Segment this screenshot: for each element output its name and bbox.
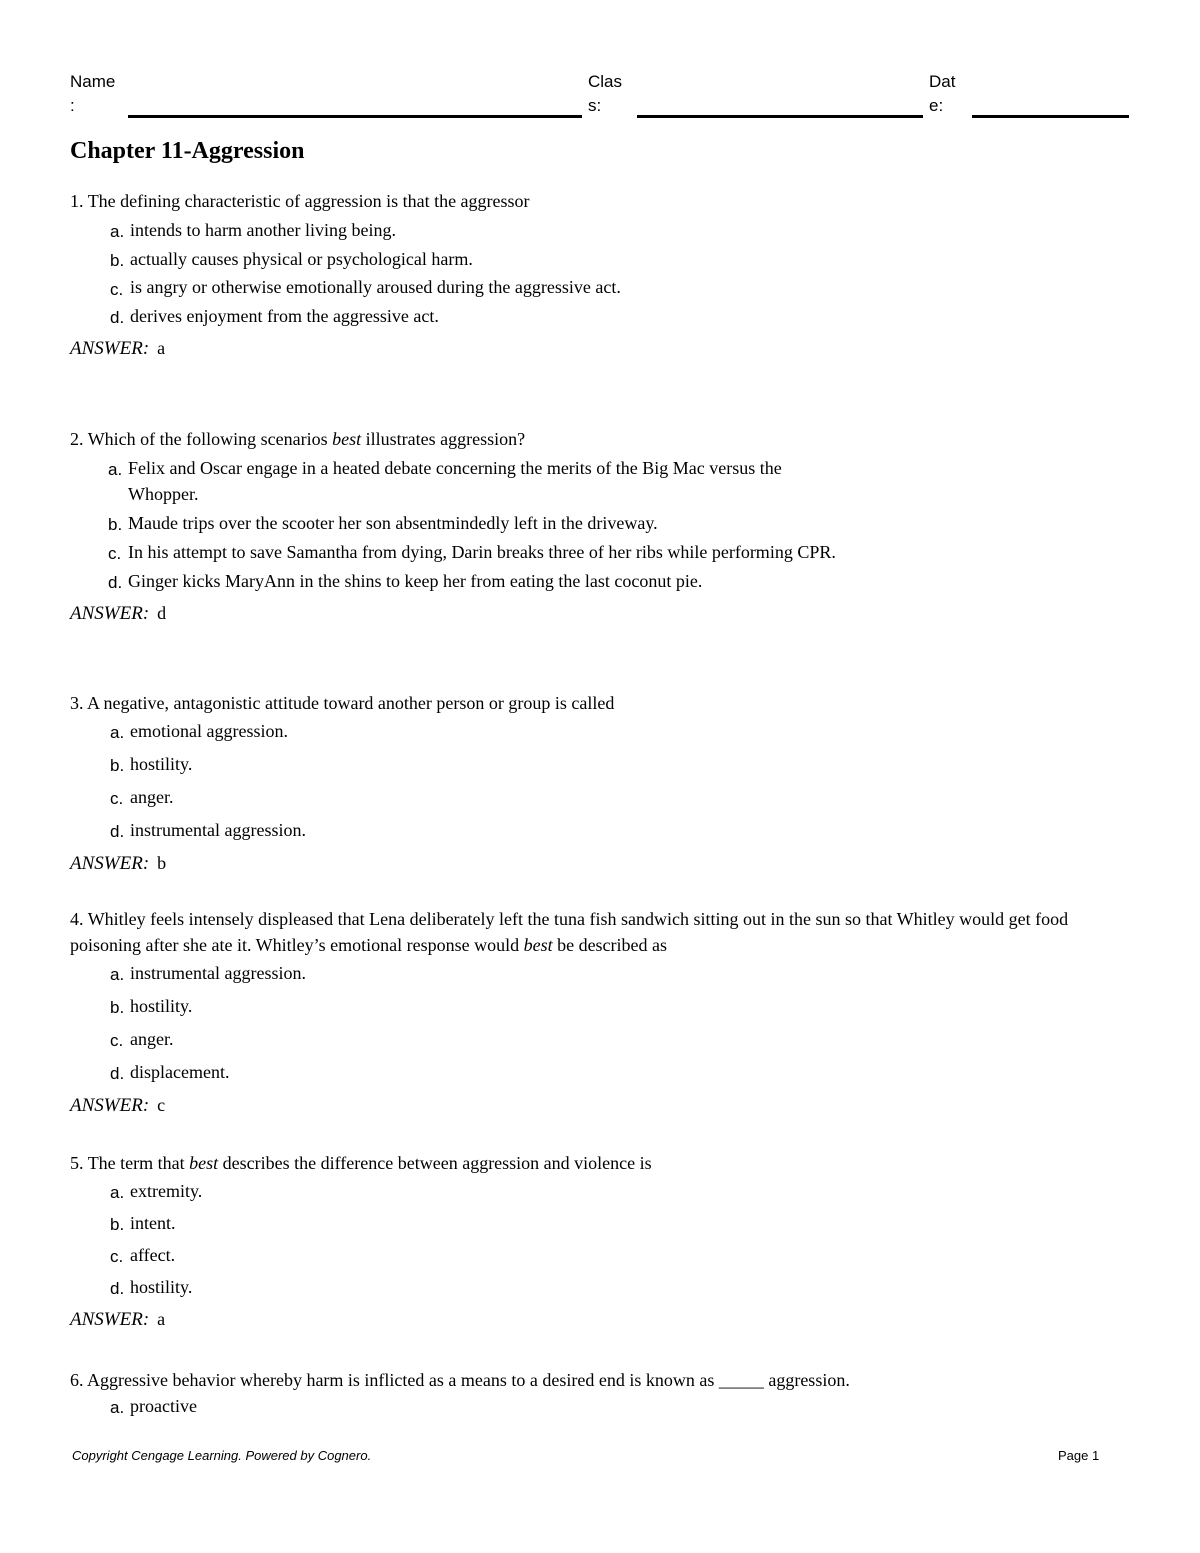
option-b	[70, 510, 1130, 536]
class-line[interactable]	[637, 115, 923, 118]
option-letter: d.	[110, 822, 125, 841]
copyright-footer: Copyright Cengage Learning. Powered by Cognero.	[72, 1448, 372, 1463]
option-text: derives enjoyment from the aggressive act.	[130, 306, 439, 326]
answer-label: ANSWER:	[70, 603, 150, 624]
question-number: 1.	[70, 191, 84, 211]
answer-line	[70, 1306, 1130, 1333]
option-a	[70, 1178, 1130, 1204]
option-d	[70, 303, 1130, 329]
answer-value: c	[157, 1095, 166, 1115]
option-letter: a.	[110, 723, 125, 742]
page-number: Page 1	[1058, 1448, 1100, 1463]
question-text: illustrates aggression?	[361, 429, 526, 449]
question-stem	[70, 1150, 1130, 1176]
question-emphasis: best	[189, 1153, 219, 1173]
option-a	[70, 1393, 1130, 1419]
question-emphasis: best	[523, 935, 553, 955]
option-a	[70, 960, 1130, 986]
answer-value: a	[157, 338, 166, 358]
option-c	[70, 1242, 1130, 1268]
question-stem	[70, 690, 1130, 716]
answer-line	[70, 850, 1130, 877]
answer-line	[70, 600, 1130, 627]
option-letter: b.	[108, 515, 123, 534]
option-d	[70, 1274, 1130, 1300]
option-letter: b.	[110, 251, 125, 270]
question-number: 4.	[70, 909, 84, 929]
question-stem	[70, 906, 1130, 958]
question-number: 6.	[70, 1370, 84, 1390]
question-text: Aggressive behavior whereby harm is inflicted as a means to a desired end is known as _____ aggression.	[87, 1370, 850, 1390]
answer-line	[70, 1092, 1130, 1119]
option-letter: a.	[110, 1183, 125, 1202]
option-a	[70, 455, 828, 507]
answer-value: d	[157, 603, 167, 623]
question-text: be described as	[552, 935, 668, 955]
date-label-colon: e:	[929, 96, 944, 115]
question-2	[70, 426, 1130, 627]
option-c	[70, 275, 690, 300]
option-c	[70, 1026, 1130, 1052]
question-text: describes the difference between aggression and violence is	[218, 1153, 652, 1173]
option-text: hostility.	[130, 1277, 193, 1297]
name-line[interactable]	[128, 115, 582, 118]
question-stem	[70, 188, 1130, 214]
question-3	[70, 690, 1130, 877]
option-text: In his attempt to save Samantha from dying, Darin breaks three of her ribs while performing CPR.	[128, 542, 836, 562]
answer-value: a	[157, 1309, 166, 1329]
option-letter: d.	[110, 308, 125, 327]
option-letter: b.	[110, 1215, 125, 1234]
option-d	[70, 817, 1130, 843]
option-letter: a.	[110, 965, 125, 984]
option-text: emotional aggression.	[130, 721, 288, 741]
option-text: instrumental aggression.	[130, 820, 306, 840]
question-stem	[70, 426, 1130, 452]
option-text: is angry or otherwise emotionally aroused during the aggressive act.	[130, 277, 621, 297]
option-text: hostility.	[130, 754, 193, 774]
date-line[interactable]	[972, 115, 1129, 118]
option-b	[70, 1210, 1130, 1236]
option-text: extremity.	[130, 1181, 203, 1201]
option-text: anger.	[130, 787, 174, 807]
question-text: A negative, antagonistic attitude toward another person or group is called	[87, 693, 615, 713]
option-letter: d.	[110, 1064, 125, 1083]
question-text: The term that	[87, 1153, 190, 1173]
answer-label: ANSWER:	[70, 853, 150, 874]
class-label: Clas	[588, 72, 623, 91]
class-label-colon: s:	[588, 96, 602, 115]
question-1	[70, 188, 1130, 362]
question-4	[70, 906, 1130, 1119]
option-a	[70, 718, 1130, 744]
option-d	[70, 568, 1130, 594]
option-text: hostility.	[130, 996, 193, 1016]
option-letter: c.	[110, 1247, 124, 1266]
option-b	[70, 993, 1130, 1019]
option-letter: b.	[110, 998, 125, 1017]
question-emphasis: best	[332, 429, 362, 449]
name-label-colon: :	[70, 96, 75, 115]
option-c	[70, 539, 838, 565]
question-6	[70, 1367, 1130, 1419]
question-text: Which of the following scenarios	[87, 429, 333, 449]
question-text: Whitley feels intensely displeased that Lena deliberately left the tuna fish sandwich sitting out in the sun so that Whitley would get food poisoning after she ate it. Whitley’s emotional response would	[70, 909, 1069, 955]
option-letter: c.	[110, 789, 124, 808]
date-label: Dat	[929, 72, 956, 91]
answer-label: ANSWER:	[70, 1095, 150, 1116]
question-stem	[70, 1367, 1130, 1393]
question-5	[70, 1150, 1130, 1333]
option-letter: a.	[110, 222, 125, 241]
option-c	[70, 784, 1130, 810]
option-letter: d.	[110, 1279, 125, 1298]
option-letter: a.	[108, 460, 123, 479]
answer-label: ANSWER:	[70, 1309, 150, 1330]
answer-line	[70, 335, 1130, 362]
question-number: 3.	[70, 693, 84, 713]
option-text: actually causes physical or psychological harm.	[130, 249, 473, 269]
option-b	[70, 246, 1130, 272]
option-b	[70, 751, 1130, 777]
question-number: 2.	[70, 429, 84, 449]
option-letter: c.	[110, 280, 124, 299]
option-text: Maude trips over the scooter her son absentmindedly left in the driveway.	[128, 513, 658, 533]
answer-value: b	[157, 853, 167, 873]
name-label: Name	[70, 72, 116, 91]
option-text: Ginger kicks MaryAnn in the shins to keep her from eating the last coconut pie.	[128, 571, 703, 591]
option-letter: a.	[110, 1398, 125, 1417]
option-text: intends to harm another living being.	[130, 220, 396, 240]
option-text: affect.	[130, 1245, 176, 1265]
option-letter: c.	[108, 544, 122, 563]
answer-label: ANSWER:	[70, 338, 150, 359]
option-text: displacement.	[130, 1062, 230, 1082]
option-d	[70, 1059, 1130, 1085]
option-text: intent.	[130, 1213, 176, 1233]
option-letter: b.	[110, 756, 125, 775]
chapter-title: Chapter 11-Aggression	[70, 138, 305, 164]
option-text: instrumental aggression.	[130, 963, 306, 983]
question-number: 5.	[70, 1153, 84, 1173]
option-text: Felix and Oscar engage in a heated debate concerning the merits of the Big Mac versus the Whopper.	[128, 458, 782, 504]
option-text: proactive	[130, 1396, 197, 1416]
option-text: anger.	[130, 1029, 174, 1049]
option-a	[70, 217, 1130, 243]
question-text: The defining characteristic of aggression is that the aggressor	[87, 191, 530, 211]
option-letter: d.	[108, 573, 123, 592]
option-letter: c.	[110, 1031, 124, 1050]
